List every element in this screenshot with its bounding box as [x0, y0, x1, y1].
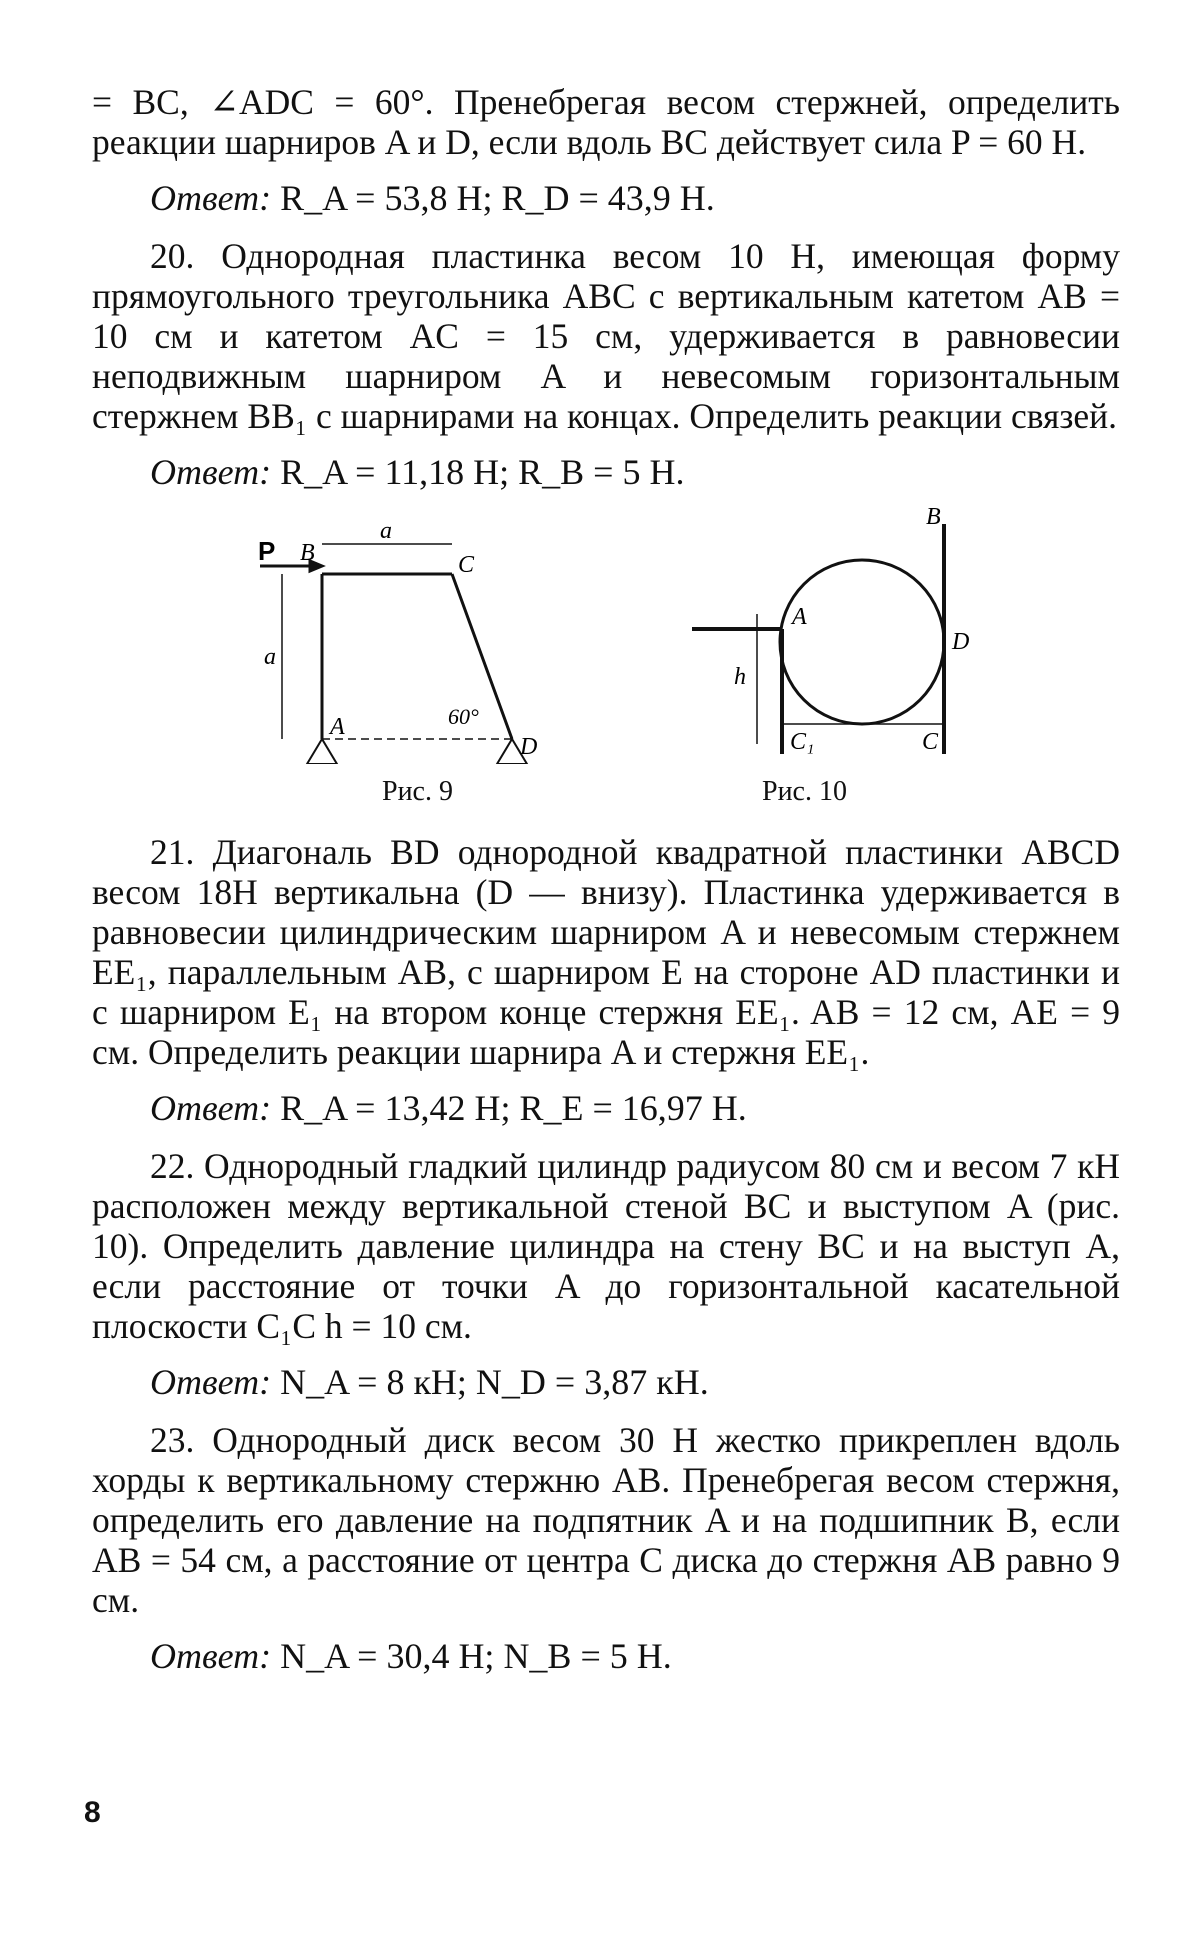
label-angle: 60°	[448, 704, 479, 729]
figure-9-diagram	[252, 514, 592, 764]
problem-21-text: 21. Диагональ BD однородной квадратной пластинки ABCD весом 18Н вертикальна (D — внизу). Пластинка удерживается в равновесии цилиндрическим шарниром A и невесомым стержнем EE₁, параллельным AB, с шарниром E на стороне AD пластинки и с шарниром E₁ на втором конце стержня EE₁. AB = 12 см, AE = 9 см. Определить реакции шарнира A и стержня EE₁.	[92, 832, 1120, 1072]
label-h: h	[734, 664, 746, 690]
label-a-side: a	[264, 644, 276, 670]
answer-value: N_A = 8 кН; N_D = 3,87 кН.	[280, 1362, 709, 1402]
problem-23-answer	[92, 1636, 1120, 1676]
label-C: C	[458, 552, 475, 578]
label-A: A	[330, 714, 345, 740]
intro-text: = BC, ∠ADC = 60°. Пренебрегая весом стержней, определить реакции шарниров A и D, если вдоль BC действует сила P = 60 Н.	[92, 82, 1120, 162]
answer-value: R_A = 53,8 Н; R_D = 43,9 Н.	[280, 178, 715, 218]
label-D: D	[952, 629, 970, 655]
answer-value: R_A = 11,18 Н; R_B = 5 Н.	[280, 452, 685, 492]
answer-label: Ответ:	[150, 1362, 272, 1402]
problem-20-text: 20. Однородная пластинка весом 10 Н, имеющая форму прямоугольного треугольника ABC с вертикальным катетом AB = 10 см и катетом AC = 15 см, удерживается в равновесии неподвижным шарниром A и невесомым горизонтальным стержнем BB₁ с шарнирами на концах. Определить реакции связей.	[92, 236, 1120, 436]
cylinder	[780, 560, 944, 724]
answer-label: Ответ:	[150, 452, 272, 492]
label-B: B	[926, 504, 941, 530]
label-P: P	[258, 536, 276, 566]
label-C: C	[922, 729, 939, 755]
figures-row	[92, 504, 1120, 814]
problem-22-answer	[92, 1362, 1120, 1402]
support-A	[307, 739, 337, 764]
figure-9-caption: Рис. 9	[382, 776, 453, 807]
answer-label: Ответ:	[150, 178, 272, 218]
problem-23-text: 23. Однородный диск весом 30 Н жестко прикреплен вдоль хорды к вертикальному стержню AB. Пренебрегая весом стержня, определить его давление на подпятник A и на подшипник B, если AB = 54 см, а расстояние от центра C диска до стержня AB равно 9 см.	[92, 1420, 1120, 1620]
answer-label: Ответ:	[150, 1636, 272, 1676]
problem-22-text: 22. Однородный гладкий цилиндр радиусом 80 см и весом 7 кН расположен между вертикальной стеной BC и выступом A (рис. 10). Определить давление цилиндра на стену BC и на выступ A, если расстояние от точки A до горизонтальной касательной плоскости C₁C h = 10 см.	[92, 1146, 1120, 1346]
label-a-top: a	[380, 518, 392, 544]
figure-10-caption: Рис. 10	[762, 776, 847, 807]
page-number: 8	[84, 1796, 101, 1829]
label-B: B	[300, 540, 315, 566]
figure-10-diagram	[652, 504, 982, 764]
page-content	[92, 82, 1120, 1676]
label-C1: C₁	[790, 729, 815, 755]
intro-answer	[92, 178, 1120, 218]
answer-label: Ответ:	[150, 1088, 272, 1128]
problem-21-answer	[92, 1088, 1120, 1128]
problem-20-answer	[92, 452, 1120, 492]
answer-value: N_A = 30,4 Н; N_B = 5 Н.	[280, 1636, 672, 1676]
answer-value: R_A = 13,42 Н; R_E = 16,97 Н.	[280, 1088, 747, 1128]
label-D: D	[520, 734, 538, 760]
label-A: A	[792, 604, 807, 630]
